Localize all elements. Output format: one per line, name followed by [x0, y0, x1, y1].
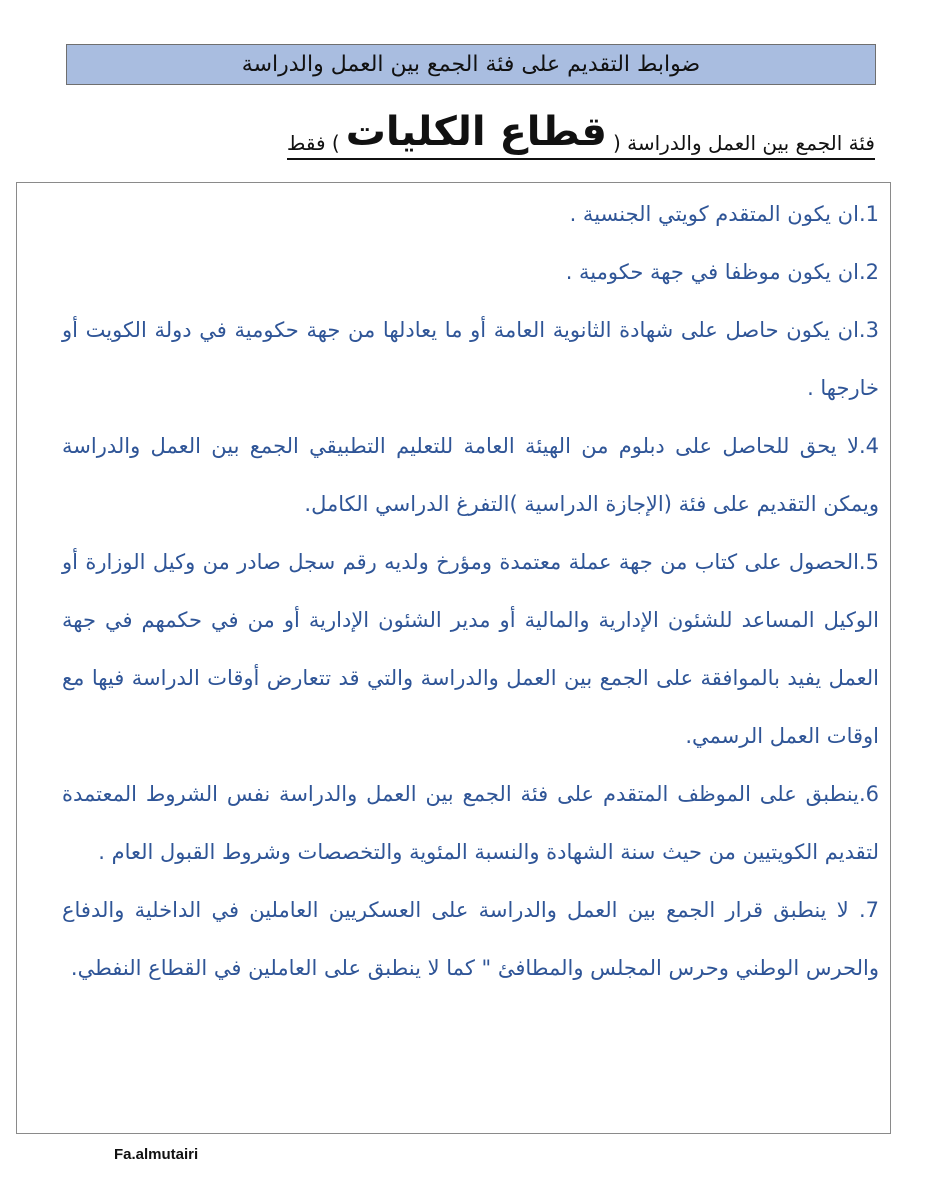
subtitle-prefix: فئة الجمع بين العمل والدراسة (	[612, 131, 875, 155]
requirement-item-7: 7. لا ينطبق قرار الجمع بين العمل والدراسة على العسكريين العاملين في الداخلية والدفاع والحرس الوطني وحرس المجلس والمطافئ " كما لا ينطبق على العاملين في القطاع النفطي.	[62, 898, 879, 980]
document-title: ضوابط التقديم على فئة الجمع بين العمل والدراسة	[241, 52, 701, 77]
author-credit: Fa.almutairi	[114, 1146, 199, 1163]
requirement-item-2: 2.ان يكون موظفا في جهة حكومية .	[565, 260, 879, 284]
requirements-list	[62, 185, 879, 997]
requirement-item-4: 4.لا يحق للحاصل على دبلوم من الهيئة العامة للتعليم التطبيقي الجمع بين العمل والدراسة ويمكن التقديم على فئة (الإجازة الدراسية )التفرغ الدراسي الكامل.	[62, 434, 879, 516]
requirement-item-3: 3.ان يكون حاصل على شهادة الثانوية العامة أو ما يعادلها من جهة حكومية في دولة الكويت أو خارجها .	[62, 318, 879, 400]
requirement-item-5: 5.الحصول على كتاب من جهة عملة معتمدة ومؤرخ ولديه رقم سجل صادر من وكيل الوزارة أو الوكيل المساعد للشئون الإدارية والمالية أو مدير الشئون الإدارية أو من في حكمهم في جهة العمل يفيد بالموافقة على الجمع بين العمل والدراسة والتي قد تتعارض أوقات الدراسة فيها مع اوقات العمل الرسمي.	[62, 550, 879, 748]
subtitle-suffix: ) فقط	[286, 131, 340, 155]
section-subtitle	[287, 104, 875, 160]
requirement-item-6: 6.ينطبق على الموظف المتقدم على فئة الجمع بين العمل والدراسة نفس الشروط المعتمدة لتقديم الكويتيين من حيث سنة الشهادة والنسبة المئوية والتخصصات وشروط القبول العام .	[62, 782, 879, 864]
subtitle-highlight: قطاع الكليات	[345, 109, 607, 155]
document-title-bar	[66, 44, 876, 85]
requirement-item-1: 1.ان يكون المتقدم كويتي الجنسية .	[569, 202, 879, 226]
